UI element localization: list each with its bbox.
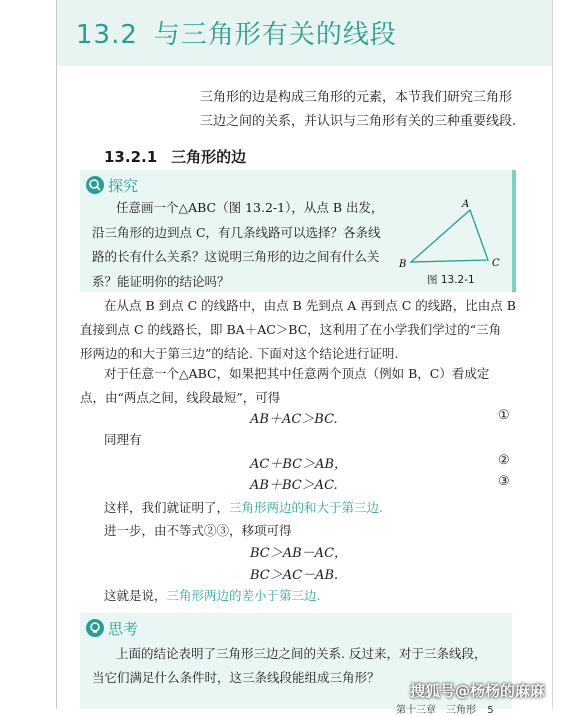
- intro-line: 三边之间的关系，并认识与三角形有关的三种重要线段.: [200, 114, 517, 129]
- text-line: 当它们满足什么条件时，这三条线段能组成三角形？: [92, 670, 380, 685]
- explore-line: 任意画一个△ABC（图 13.2-1），从点 B 出发，: [116, 200, 384, 215]
- footer-chapter: 第十三章 三角形: [396, 705, 476, 716]
- text-fragment: 这就是说，: [104, 588, 167, 603]
- section-title: 与三角形有关的线段: [153, 20, 397, 50]
- paragraph: [80, 294, 520, 366]
- triangle-figure: [396, 196, 506, 272]
- equation-number: ②: [498, 453, 510, 468]
- magnifier-icon: [86, 176, 104, 194]
- vertex-label-c: C: [492, 258, 500, 269]
- subsection-number: 13.2.1: [104, 148, 158, 166]
- explore-heading: 探究: [108, 177, 139, 195]
- text-line: 上面的结论表明了三角形三边之间的关系. 反过来，对于三条线段，: [116, 646, 487, 661]
- vertex-label-b: B: [399, 259, 407, 270]
- watermark: 搜狐号@杨杨的麻麻: [410, 682, 546, 700]
- text-line: 直接到点 C 的线路长，即 BA＋AC＞BC，这利用了在小学我们学过的“三角: [80, 322, 502, 337]
- explore-text: [92, 196, 394, 294]
- inequality-2: AC＋BC＞AB，: [250, 457, 348, 472]
- explore-line: 系？能证明你的结论吗？: [92, 273, 230, 289]
- page-edge-left: [56, 0, 57, 709]
- inequality-1: AB＋AC＞BC.: [250, 412, 338, 427]
- conclusion-2: [104, 584, 321, 608]
- lightbulb-icon: [86, 619, 104, 637]
- text-fragment: 这样，我们就证明了，: [104, 500, 230, 515]
- text-line: 在从点 B 到点 C 的线路中，由点 B 先到点 A 再到点 C 的线路，比由点 B: [104, 298, 516, 313]
- key-theorem: 三角形两边的和大于第三边.: [229, 500, 383, 515]
- text-line: 对于任意一个△ABC，如果把其中任意两个顶点（例如 B，C）看成定: [104, 366, 490, 381]
- same-reason-text: 同理有: [104, 432, 142, 447]
- inequality-3: AB＋BC＞AC.: [250, 478, 338, 493]
- text-line: 点，由“两点之间，线段最短”，可得: [80, 390, 281, 405]
- text-line: 形两边的和大于第三边”的结论. 下面对这个结论进行证明.: [80, 346, 399, 361]
- paragraph: [80, 362, 520, 410]
- intro-line: 三角形的边是构成三角形的元素，本节我们研究三角形: [200, 90, 513, 105]
- equation-number: ③: [498, 474, 510, 489]
- triangle-abc: [411, 210, 488, 262]
- think-heading: 思考: [108, 620, 139, 638]
- inequality-4: BC＞AB－AC，: [250, 546, 348, 561]
- subsection-title: 三角形的边: [171, 148, 247, 166]
- further-text: 进一步，由不等式②③，移项可得: [104, 523, 292, 538]
- explore-line: 沿三角形的边到点 C，有几条线路可以选择？各条线: [92, 224, 381, 240]
- explore-line: 路的长有什么关系？这说明三角形的边之间有什么关: [92, 249, 380, 264]
- subsection-heading: [104, 146, 246, 167]
- intro-paragraph: [200, 86, 520, 134]
- page-edge-right: [552, 0, 553, 709]
- key-theorem: 三角形两边的差小于第三边.: [166, 588, 321, 603]
- inequality-5: BC＞AC－AB.: [250, 568, 339, 583]
- vertex-label-a: A: [462, 199, 470, 210]
- equation-number: ①: [498, 408, 510, 423]
- figure-caption: 图 13.2-1: [427, 274, 475, 286]
- page-number: 5: [487, 705, 494, 716]
- section-number: 13.2: [76, 20, 138, 50]
- conclusion-1: [104, 496, 383, 520]
- section-heading: [76, 14, 397, 51]
